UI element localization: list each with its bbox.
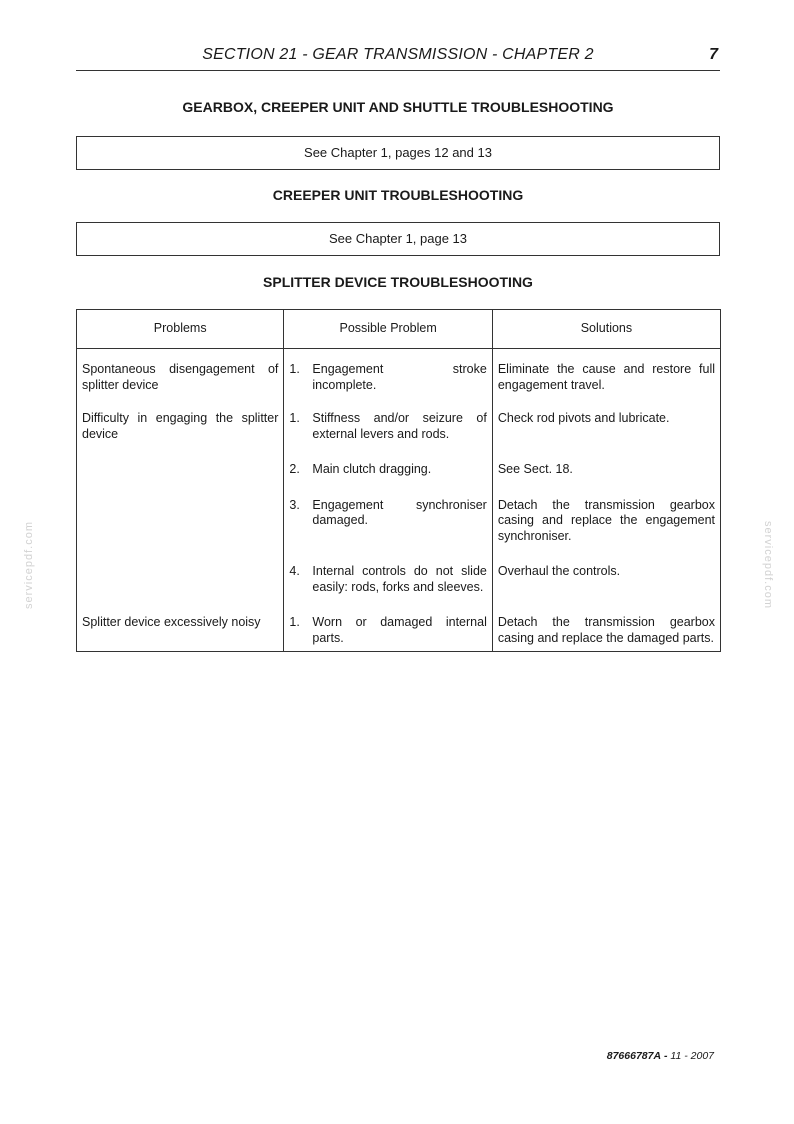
table-row xyxy=(77,349,721,402)
page-footer xyxy=(607,1050,714,1062)
creeper-reference-box: See Chapter 1, page 13 xyxy=(76,222,720,256)
table-row xyxy=(77,599,721,652)
cause-number: 1. xyxy=(289,411,300,425)
footer-separator: - xyxy=(663,1050,668,1062)
cause-text: Worn or damaged internal parts. xyxy=(312,615,487,645)
header-solutions: Solutions xyxy=(492,310,720,349)
heading-creeper-troubleshooting: CREEPER UNIT TROUBLESHOOTING xyxy=(272,187,524,203)
splitter-troubleshooting-table xyxy=(76,309,721,652)
solution-cell: Detach the transmission gearbox casing and replace the damaged parts. xyxy=(497,615,715,645)
cause-number: 2. xyxy=(289,462,300,476)
page-number: 7 xyxy=(709,46,718,63)
cause-cell xyxy=(289,615,486,646)
header-possible-problem: Possible Problem xyxy=(284,310,492,349)
cause-number: 1. xyxy=(289,362,300,376)
cause-text: Engagement stroke incomplete. xyxy=(312,362,487,392)
cause-number: 3. xyxy=(289,497,300,512)
solution-cell: Eliminate the cause and restore full engagement travel. xyxy=(497,362,715,392)
watermark-left: servicepdf.com xyxy=(23,521,35,609)
table-row xyxy=(77,446,721,482)
gearbox-reference-box: See Chapter 1, pages 12 and 13 xyxy=(76,136,720,170)
problem-cell: Splitter device excessively noisy xyxy=(82,615,261,629)
solution-cell: Overhaul the controls. xyxy=(497,564,621,578)
cause-text: Engagement synchroniser damaged. xyxy=(312,497,487,527)
cause-text: Internal controls do not slide easily: rods, forks and sleeves. xyxy=(312,564,487,594)
cause-number: 4. xyxy=(289,564,300,578)
table-row xyxy=(77,548,721,599)
solution-cell: See Sect. 18. xyxy=(497,462,573,476)
document-number: 87666787A xyxy=(606,1050,662,1062)
watermark-right: servicepdf.com xyxy=(762,521,774,609)
cause-text: Stiffness and/or seizure of external levers and rods. xyxy=(312,411,487,441)
table-header-row xyxy=(77,310,721,349)
cause-cell xyxy=(289,362,486,393)
solution-cell: Check rod pivots and lubricate. xyxy=(497,411,670,425)
heading-gearbox-troubleshooting: GEARBOX, CREEPER UNIT AND SHUTTLE TROUBLESHOOTING xyxy=(182,99,614,115)
publication-date: 11 - 2007 xyxy=(670,1050,714,1062)
problem-cell: Difficulty in engaging the splitter device xyxy=(82,411,279,441)
cause-text: Main clutch dragging. xyxy=(312,462,432,476)
table-row xyxy=(77,482,721,549)
section-title: SECTION 21 - GEAR TRANSMISSION - CHAPTER 2 xyxy=(202,46,594,63)
cause-cell xyxy=(289,564,486,595)
cause-cell xyxy=(289,411,486,442)
table-row xyxy=(77,401,721,446)
cause-number: 1. xyxy=(289,615,300,629)
heading-splitter-troubleshooting: SPLITTER DEVICE TROUBLESHOOTING xyxy=(263,274,533,290)
cause-cell xyxy=(289,462,486,478)
header-problems: Problems xyxy=(77,310,284,349)
cause-cell xyxy=(289,498,486,529)
solution-cell: Detach the transmission gearbox casing and replace the engagement synchroniser. xyxy=(497,497,715,543)
problem-cell: Spontaneous disengagement of splitter device xyxy=(82,362,279,392)
page-header xyxy=(76,44,720,71)
